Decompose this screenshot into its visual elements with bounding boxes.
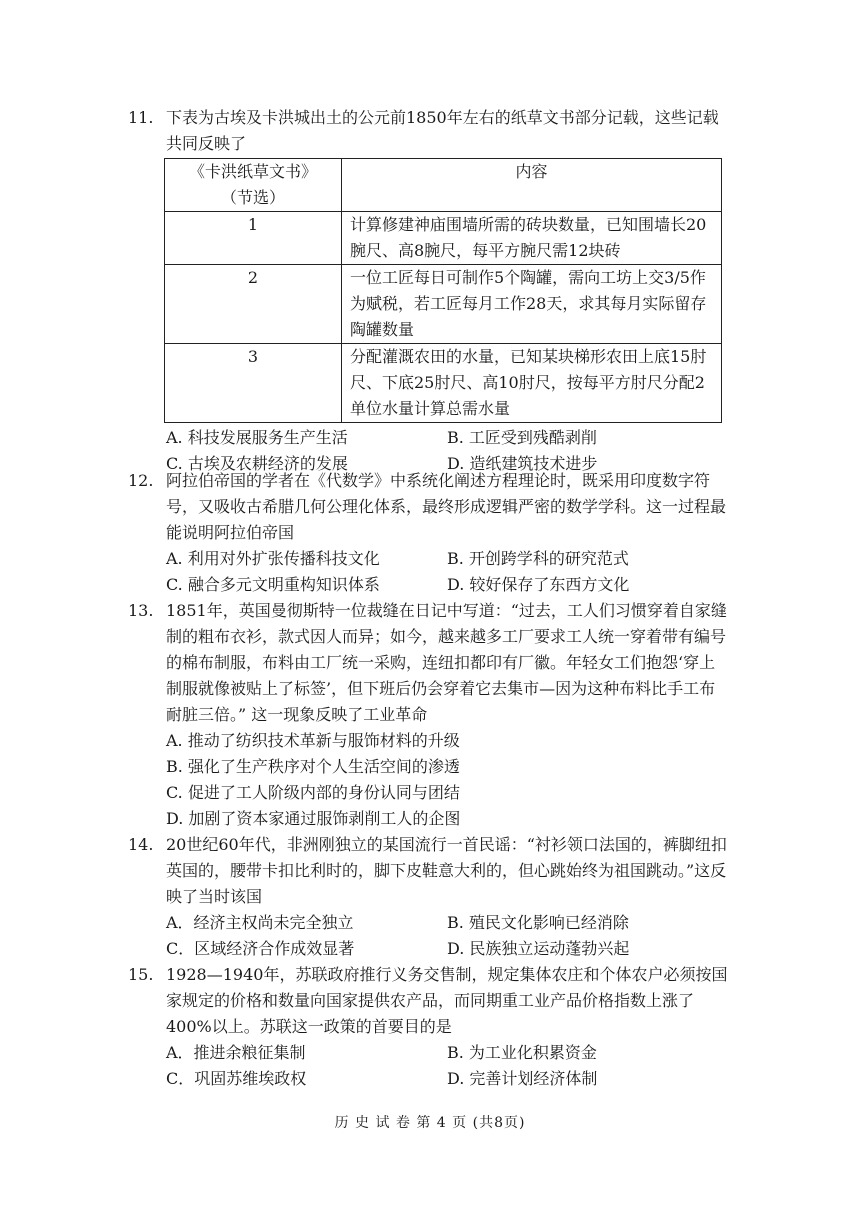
table-header-content: 内容 xyxy=(342,159,722,212)
question-stem: 1851年，英国曼彻斯特一位裁缝在日记中写道：“过去，工人们习惯穿着自家缝制的粗布衣衫，款式因人而异；如今，越来越多工厂要求工人统一穿着带有编号的棉布制服，布料由工厂统一采购，连纽扣都印有厂徽。年轻女工们抱怨‘穿上制服就像被贴上了标签’，但下班后仍会穿着它去集市—因为这种布料比手工布耐脏三倍。” 这一现象反映了工业革命 xyxy=(166,601,727,724)
options xyxy=(166,1040,728,1092)
options xyxy=(166,546,728,598)
option-b[interactable]: B. 开创跨学科的研究范式 xyxy=(447,549,629,568)
question-13 xyxy=(128,598,728,832)
question-14 xyxy=(128,832,728,962)
option-a[interactable]: A．经济主权尚未完全独立 xyxy=(166,913,354,932)
table-cell-content: 一位工匠每日可制作5个陶罐，需向工坊上交3/5作为赋税，若工匠每月工作28天，求其每月实际留存陶罐数量 xyxy=(342,265,722,344)
option-b[interactable]: B. 为工业化积累资金 xyxy=(447,1043,597,1062)
table-header-source: 《卡洪纸草文书》（节选） xyxy=(165,159,342,212)
option-a[interactable]: A. 利用对外扩张传播科技文化 xyxy=(166,549,380,568)
question-number: 15. xyxy=(128,965,154,984)
table-cell-content: 分配灌溉农田的水量，已知某块梯形农田上底15肘尺、下底25肘尺、高10肘尺，按每平方肘尺分配2单位水量计算总需水量 xyxy=(342,344,722,423)
option-c[interactable]: C. 融合多元文明重构知识体系 xyxy=(166,575,380,594)
question-number: 11. xyxy=(128,108,154,127)
option-a[interactable]: A. 科技发展服务生产生活 xyxy=(166,428,348,447)
option-d[interactable]: D. 较好保存了东西方文化 xyxy=(447,575,630,594)
options xyxy=(166,728,728,832)
question-12 xyxy=(128,468,728,598)
table-cell-id: 2 xyxy=(165,265,342,344)
question-stem: 20世纪60年代，非洲刚独立的某国流行一首民谣：“衬衫领口法国的，裤脚纽扣英国的，腰带卡扣比利时的，脚下皮鞋意大利的，但心跳始终为祖国跳动。”这反映了当时该国 xyxy=(166,835,727,906)
table-cell-content: 计算修建神庙围墙所需的砖块数量，已知围墙长20腕尺、高8腕尺，每平方腕尺需12块砖 xyxy=(342,212,722,265)
option-a[interactable]: A．推进余粮征集制 xyxy=(166,1043,306,1062)
table-cell-id: 3 xyxy=(165,344,342,423)
table-row xyxy=(165,265,722,344)
option-b[interactable]: B. 殖民文化影响已经消除 xyxy=(447,913,629,932)
option-b[interactable]: B. 强化了生产秩序对个人生活空间的渗透 xyxy=(166,757,460,776)
option-d[interactable]: D. 完善计划经济体制 xyxy=(447,1069,598,1088)
question-11 xyxy=(128,105,728,477)
options xyxy=(166,910,728,962)
option-c[interactable]: C．区域经济合作成效显著 xyxy=(166,939,355,958)
question-stem: 下表为古埃及卡洪城出土的公元前1850年左右的纸草文书部分记载，这些记载共同反映了 xyxy=(166,108,719,153)
papyrus-table xyxy=(164,158,722,423)
table-row xyxy=(165,344,722,423)
question-number: 12. xyxy=(128,471,154,490)
option-c[interactable]: C．巩固苏维埃政权 xyxy=(166,1069,307,1088)
question-number: 14. xyxy=(128,835,154,854)
table-cell-id: 1 xyxy=(165,212,342,265)
option-b[interactable]: B. 工匠受到残酷剥削 xyxy=(447,428,597,447)
option-d[interactable]: D. 造纸建筑技术进步 xyxy=(447,454,598,473)
option-c[interactable]: C. 古埃及农耕经济的发展 xyxy=(166,454,348,473)
question-stem: 阿拉伯帝国的学者在《代数学》中系统化阐述方程理论时，既采用印度数字符号，又吸收古希腊几何公理化体系，最终形成逻辑严密的数学学科。这一过程最能说明阿拉伯帝国 xyxy=(166,471,727,542)
option-d[interactable]: D. 民族独立运动蓬勃兴起 xyxy=(447,939,630,958)
option-d[interactable]: D. 加剧了资本家通过服饰剥削工人的企图 xyxy=(166,809,461,828)
option-a[interactable]: A. 推动了纺织技术革新与服饰材料的升级 xyxy=(166,731,460,750)
question-number: 13. xyxy=(128,601,154,620)
page-footer: 历 史 试 卷 第 4 页 (共8页) xyxy=(334,1115,526,1131)
table-header-row xyxy=(165,159,722,212)
question-stem: 1928—1940年，苏联政府推行义务交售制，规定集体农庄和个体农户必须按国家规定的价格和数量向国家提供农产品，而同期重工业产品价格指数上涨了400%以上。苏联这一政策的首要目的是 xyxy=(166,965,728,1036)
option-c[interactable]: C. 促进了工人阶级内部的身份认同与团结 xyxy=(166,783,460,802)
table-row xyxy=(165,212,722,265)
question-15 xyxy=(128,962,728,1092)
